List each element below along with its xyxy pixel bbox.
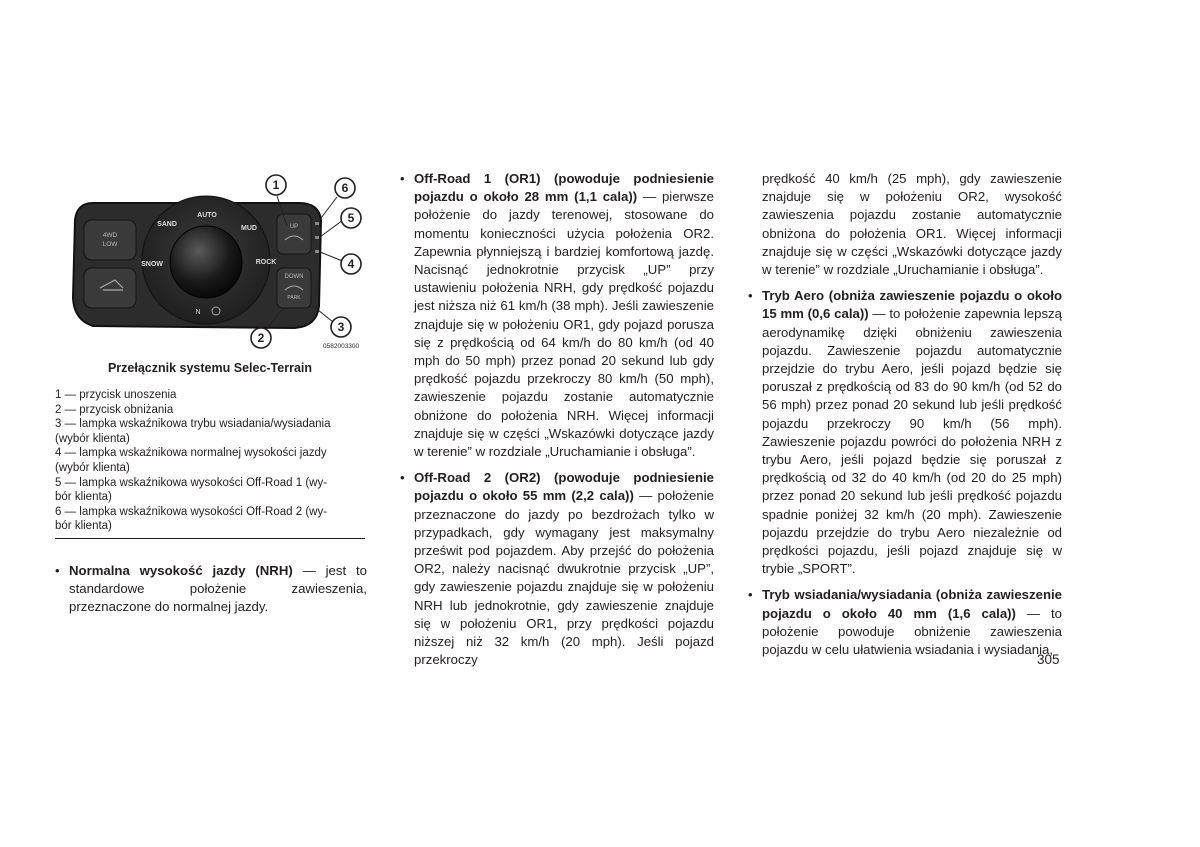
figure-legend: [55, 388, 365, 534]
mud-label: MUD: [241, 225, 257, 232]
bullet-heading: Off-Road 2 (OR2) (powoduje podniesienie pojazdu o około 55 mm (2,2 cala)): [414, 470, 714, 504]
bullet-heading: Tryb wsiadania/wysiadania (obniża zawieszenie pojazdu o około 40 mm (1,6 cala)): [762, 587, 1062, 621]
legend-line: 6 — lampka wskaźnikowa wysokości Off-Road 2 (wy-: [55, 505, 328, 518]
bullet-aero: [748, 287, 1062, 578]
low-label: LOW: [102, 241, 118, 248]
bullet-dot: •: [748, 288, 753, 304]
auto-label: AUTO: [197, 212, 217, 219]
callout-3-label: 3: [337, 320, 345, 334]
selec-terrain-switch-figure: [55, 170, 365, 355]
legend-line: 5 — lampka wskaźnikowa wysokości Off-Road 1 (wy-: [55, 476, 328, 489]
column-2: [400, 170, 714, 669]
callout-2-label: 2: [257, 331, 265, 345]
bullet-text: — jest to standardowe położenie zawieszenia, przeznaczone do normalnej jazdy.: [69, 563, 367, 615]
continued-paragraph: prędkość 40 km/h (25 mph), gdy zawieszenie znajduje się w położeniu OR2, wysokość zawieszenia pojazdu zostanie automatycznie obniżona do położenia OR1. Więcej informacji znajduje się w części „Wskazówki dotyczące jazdy w terenie” w rozdziale „Uruchamianie i obsługa”.: [762, 171, 1062, 278]
up-label: UP: [289, 224, 299, 230]
legend-line: 2 — przycisk obniżania: [55, 403, 174, 416]
column-1: [55, 562, 367, 617]
callout-6-label: 6: [341, 181, 349, 195]
bullet-heading: Normalna wysokość jazdy (NRH): [69, 563, 293, 578]
bullet-text: — położenie przeznaczone do jazdy po bezdrożach tylko w przypadkach, gdy wymagany jest maksymalny prześwit pod pojazdem. Aby przejść do położenia OR2, należy nacisnąć dwukrotnie przycisk „UP”, gdy zawieszenie pojazdu znajduje się w położeniu NRH lub jednokrotnie, gdy zawieszenie znajduje się w położeniu OR1, przy prędkości pojazdu niższej niż 32 km/h (20 mph). Jeśli pojazd przekroczy: [414, 488, 714, 668]
column-3: [748, 170, 1062, 659]
bullet-dot: •: [400, 171, 405, 186]
legend-divider: [55, 538, 365, 539]
figure-caption: Przełącznik systemu Selec-Terrain: [107, 361, 313, 375]
park-label: PARK: [287, 295, 301, 301]
sand-label: SAND: [157, 221, 177, 228]
page-number: 305: [1037, 652, 1060, 667]
legend-line: (wybór klienta): [55, 432, 130, 445]
bullet-or1: [400, 170, 714, 461]
bullet-or2: [400, 469, 714, 669]
figure-code: 0582003300: [323, 343, 360, 350]
neutral-label: N: [195, 309, 201, 316]
callout-1-label: 1: [272, 178, 280, 192]
bullet-text: — pierwsze położenie do jazdy terenowej, stosowane do momentu konieczności użycia położenia OR2. Zapewnia płynniejszą i bardziej komfortową jazdę. Nacisnąć jednokrotnie przycisk „UP” przy ustawieniu położenia NRH, gdy prędkość pojazdu jest niższa niż 61 km/h (38 mph). Jeśli zawieszenie znajduje się w położeniu OR1, gdy pojazd porusza się z prędkością od 64 km/h do 80 km/h (od 40 mph do 50 mph) przez ponad 20 sekund lub gdy prędkość pojazdu przekroczy 80 km/h (50 mph), zawieszenie pojazdu zostanie automatycznie obniżone do położenia NRH. Więcej informacji znajduje się w części „Wskazówki dotyczące jazdy w terenie” w rozdziale „Uruchamianie i obsługa”.: [414, 189, 714, 460]
legend-line: bór klienta): [55, 491, 112, 504]
or2-lamp: [315, 222, 319, 225]
legend-line: 1 — przycisk unoszenia: [55, 389, 177, 401]
bullet-dot: •: [400, 470, 405, 486]
selec-terrain-switch-illustration: [55, 170, 365, 355]
fourwd-label: 4WD: [102, 232, 118, 239]
or1-lamp: [315, 236, 319, 239]
callout-4-label: 4: [347, 257, 355, 271]
legend-line: 4 — lampka wskaźnikowa normalnej wysokości jazdy: [55, 447, 327, 460]
callout-5-label: 5: [347, 211, 355, 225]
terrain-knob: [170, 226, 242, 298]
legend-line: bór klienta): [55, 520, 112, 533]
bullet-text: — to położenie zapewnia lepszą aerodynamikę dzięki obniżeniu zawieszenia pojazdu. Zawieszenie pojazdu automatycznie przejdzie do trybu Aero, jeśli pojazd będzie się poruszał z prędkością od 83 do 90 km/h (od 52 do 56 mph) przez ponad 20 sekund lub jeśli prędkość pojazdu przekroczy 90 km/h (56 mph). Zawieszenie pojazdu powróci do położenia NRH z trybu Aero, jeśli pojazd będzie się poruszał z prędkością od 32 do 40 km/h (od 20 do 25 mph) przez ponad 20 sekund lub jeśli prędkość pojazdu spadnie poniżej 32 km/h (20 mph). Zawieszenie pojazdu przejdzie do trybu Aero niezależnie od prędkości pojazdu, jeśli pojazd znajduje się w trybie „SPORT”.: [762, 306, 1062, 577]
bullet-heading: Off-Road 1 (OR1) (powoduje podniesienie pojazdu o około 28 mm (1,1 cala)): [414, 171, 714, 205]
bullet-dot: •: [748, 587, 753, 603]
legend-line: (wybór klienta): [55, 461, 130, 474]
down-label: DOWN: [284, 274, 304, 280]
rock-label: ROCK: [255, 259, 277, 266]
bullet-nrh: [55, 562, 367, 617]
snow-label: SNOW: [141, 261, 163, 268]
legend-line: 3 — lampka wskaźnikowa trybu wsiadania/wysiadania: [55, 418, 331, 431]
nrh-lamp: [315, 250, 319, 253]
bullet-entry-exit: [748, 586, 1062, 659]
bullet-dot: •: [55, 563, 60, 578]
bullet-heading: Tryb Aero (obniża zawieszenie pojazdu o około 15 mm (0,6 cala)): [762, 288, 1062, 322]
bullet-text: — to położenie powoduje obniżenie zawieszenia pojazdu w celu ułatwienia wsiadania i wysiadania,: [762, 605, 1063, 658]
